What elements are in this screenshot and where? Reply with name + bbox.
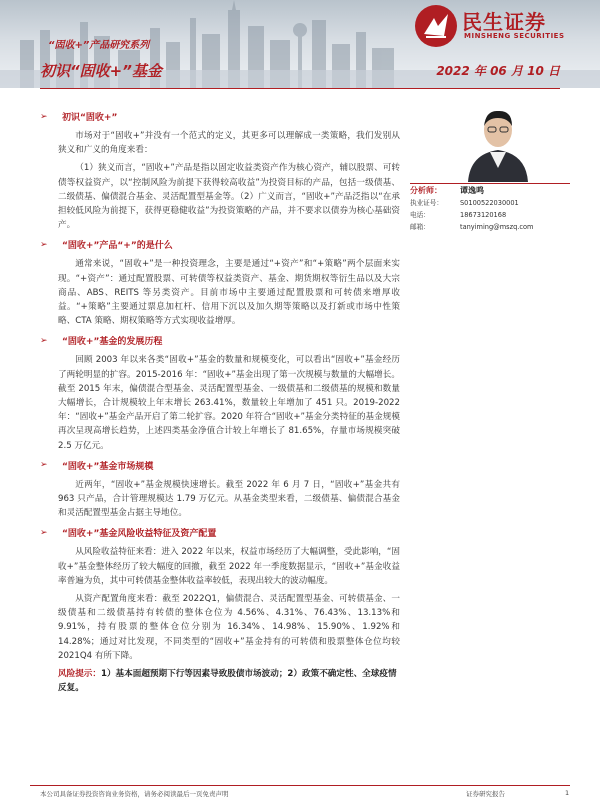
risk-warning [40,667,400,695]
report-body [40,104,400,696]
section-heading-text: “固收+”产品“+”的是什么 [62,241,173,252]
report-series: “固收+”产品研究系列 [48,40,150,51]
risk-warning-label: 风险提示： [58,669,101,680]
risk-warning-text: 1）基本面超预期下行等因素导致股债市场波动；2）政策不确定性、全球疫情反复。 [58,669,397,694]
logo-chinese-text: 民生证券 [462,10,546,34]
footer-category: 证券研究报告 [466,790,505,798]
analyst-email-row [410,221,570,233]
analyst-name-row [410,184,570,197]
body-paragraph: 回顾 2003 年以来各类“固收+”基金的数量和规模变化，可以看出“固收+”基金经历了两轮明显的扩容。2015-2016 年：“固收+”基金出现了第一次规模与数量的大幅增长。截至 2015 年末，偏债混合型基金、灵活配置型基金、一级债基和二级债基的规模和数量大幅增长，合计规模较上年末增长 263.41%，数量较上年增加了 451 只。2019-2022 年：“固收+”基金产品开启了第二轮扩容。2020 年符合“固收+”基金分类特征的基金规模再次呈现高增长趋势，上述四类基金净值合计较上年增长了 81.65%，存量市场规模突破 2.5 万亿元。 [58,355,400,451]
analyst-phone-row [410,209,570,221]
company-logo [414,4,584,48]
analyst-field-label: 执业证号： [410,199,443,207]
analyst-field-value: 18673120168 [460,211,507,219]
header-banner [0,0,600,88]
analyst-field-label: 邮箱： [410,223,430,231]
analyst-field-value: S0100522030001 [460,199,519,207]
arrow-bullet-icon: ➢ [40,335,48,346]
analyst-info [410,184,570,233]
report-title: 初识“固收+”基金 [40,62,162,80]
section-heading [40,526,400,539]
analyst-license-row [410,197,570,209]
arrow-bullet-icon: ➢ [40,527,48,538]
section-heading [40,459,400,472]
section-heading-text: 初识“固收+” [62,113,118,123]
section-heading [40,238,400,251]
body-paragraph: 近两年，“固收+”基金规模快速增长。截至 2022 年 6 月 7 日，“固收+”基金共有 963 只产品，合计管理规模达 1.79 万亿元。从基金类型来看，二级债基、偏债混合基金和灵活配置型基金占据主导地位。 [58,479,400,519]
body-paragraph: （1）狭义而言，“固收+”产品是指以固定收益类资产作为核心资产，辅以股票、可转债等权益资产，以“控制风险为前提下获得较高收益”为投资目标的产品，包括一级债基、二级债基、偏债混合基金、灵活配置型基金等。（2）广义而言，“固收+”产品泛指以“在承担较低风险为前提下，获得更稳健收益”为投资策略的产品，并不要求以债券为核心基础资产。 [58,163,400,231]
footer-divider [30,785,570,786]
body-paragraph: 从资产配置角度来看：截至 2022Q1，偏债混合、灵活配置型基金、可转债基金、一级债基和二级债基持有转债的整体仓位为 4.56%、4.31%、76.43%、13.13%和 9.91%，持有股票的整体仓位分别为 16.34%、14.98%、15.90%、1.92%和 14.28%；通过对比发现，不同类型的“固收+”基金持有的可转债和股票整体仓位均较 2021Q4 有所下降。 [58,594,400,661]
analyst-email[interactable]: tanyiming@mszq.com [460,223,534,231]
arrow-bullet-icon: ➢ [40,460,48,471]
section-heading [40,110,400,123]
analyst-photo [446,96,550,182]
header-divider [40,88,560,89]
section-heading [40,334,400,347]
report-date: 2022 年 06 月 10 日 [436,64,560,78]
minsheng-logo-icon [414,4,458,48]
section-heading-text: “固收+”基金风险收益特征及资产配置 [62,529,217,540]
arrow-bullet-icon: ➢ [40,239,48,250]
body-paragraph: 市场对于“固收+”并没有一个范式的定义，其更多可以理解成一类策略，我们发别从狭义和广义的角度来看： [58,131,400,156]
analyst-role-label: 分析师： [410,186,442,195]
section-heading-text: “固收+”基金的发展历程 [62,337,163,348]
logo-english-text: MINSHENG SECURITIES [464,32,565,40]
footer-disclaimer: 本公司具备证券投资咨询业务资格，请务必阅读最后一页免责声明 [40,790,229,798]
arrow-bullet-icon: ➢ [40,111,48,122]
analyst-name: 谭逸鸣 [460,186,484,195]
page-number: 1 [565,789,570,797]
analyst-field-label: 电话： [410,211,430,219]
section-heading-text: “固收+”基金市场规模 [62,461,154,472]
body-paragraph: 通常来说，“固收+”是一种投资理念，主要是通过“+资产”和“+策略”两个层面来实现。“+资产”：通过配置股票、可转债等权益类资产、基金、期货期权等衍生品以及大宗商品、ABS、REITS 等另类资产。目前市场中主要通过配置股票和可转债来增厚收益。“+策略”主要通过票息加杠杆、信用下沉以及加久期等策略以及打新或市场中性策略、CTA 策略、期权策略等方式实现收益增厚。 [58,259,400,327]
body-paragraph: 从风险收益特征来看：进入 2022 年以来，权益市场经历了大幅调整，受此影响，“固收+”基金整体经历了较大幅度的回撤，截至 2022 年一季度数据显示，“固收+”基金收益率普遍为负，其中可转债基金整体收益率较低，表现出较大的波动幅度。 [58,547,400,586]
